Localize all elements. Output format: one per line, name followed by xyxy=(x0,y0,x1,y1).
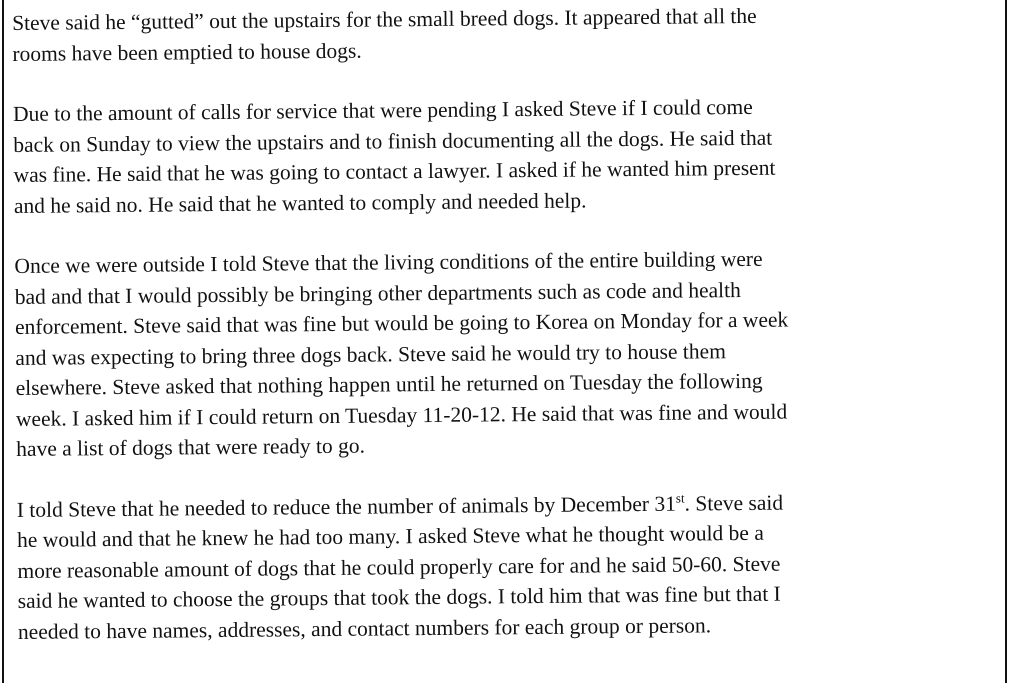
page-border-left xyxy=(2,0,4,683)
paragraph-reduce-animals xyxy=(17,485,993,647)
paragraph-reduce-animals-text-end: . Steve said he would and that he knew he had too many. I asked Steve what he thought would be a more reasonable amount of dogs that he could properly care for and he said 50-60. Steve said he wanted to choose the groups that took the dogs. I told him that was fine but that I needed to have names, addresses, and contact numbers for each group or person. xyxy=(16,490,784,644)
document-body xyxy=(12,0,993,677)
page-border-right xyxy=(1005,0,1007,683)
paragraph-reduce-animals-text-start: I told Steve that he needed to reduce the number of animals by December 31 xyxy=(16,491,677,522)
paragraph-upstairs: Steve said he “gutted” out the upstairs for the small breed dogs. It appeared that all the rooms have been emptied to house dogs. xyxy=(12,3,757,66)
paragraph-return-sunday: Due to the amount of calls for service that were pending I asked Steve if I could come back on Sunday to view the upstairs and to finish documenting all the dogs. He said that was fine. He said that he was going to contact a lawyer. I asked if he wanted him present and he said no. He said that he wanted to comply and needed help. xyxy=(12,94,776,218)
ordinal-suffix: st xyxy=(675,489,685,505)
paragraph-living-conditions: Once we were outside I told Steve that the living conditions of the entire building were bad and that I would possibly be bringing other departments such as code and health enforcement. Steve said that was fine but would be going to Korea on Monday for a week and was expecting to bring three dogs back. Steve said he would try to house them elsewhere. Steve asked that nothing happen until he returned on Tuesday the following week. I asked him if I could return on Tuesday 11-20-12. He said that was fine and would have a list of dogs that were ready to go. xyxy=(14,246,789,461)
